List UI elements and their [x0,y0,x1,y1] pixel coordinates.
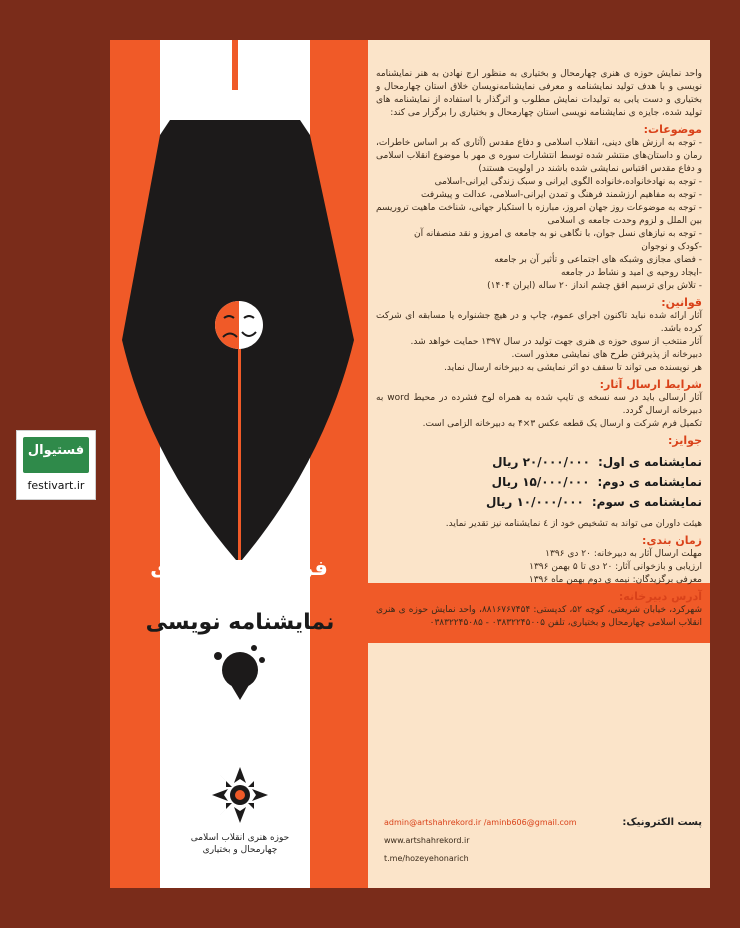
prize-row [376,472,702,492]
rules-heading: قوانین: [661,296,702,309]
prize-amount: ۱۵/۰۰۰/۰۰۰ ریال [491,475,590,489]
logo-caption: حوزه هنری انقلاب اسلامی چهارمحال و بختیاری [190,833,290,855]
topic-item: - فضای مجازی وشبکه های اجتماعی و تأثیر آن بر جامعه [494,255,702,265]
submission-heading: شرایط ارسال آثار: [599,378,702,391]
schedule-item: ارزیابی و بازخوانی آثار: ۲۰ دی تا ۵ بهمن ۱۳۹۶ [529,562,702,572]
poster [110,40,710,888]
nib-slit [238,340,241,560]
prizes-note: هیئت داوران می تواند به تشخیص خود از ٤ نمایشنامه نیز تقدیر نماید. [445,519,702,529]
festivart-site-label: festivart.ir [27,479,85,492]
address-text: شهرکرد، خیابان شریعتی، کوچه ۵۲، کدپستی: ۸۸۱۶۷۶۷۴۵۴، واحد نمایش حوزه ی هنری انقلاب اسلامی چهارمحال و بختیاری، تلفن ۰۳۸۳۲۲۴۵۰۰۵ - ۰۳۸۳۲۲۴۵۰۸۵ [376,605,702,628]
schedule-item: مهلت ارسال آثار به دبیرخانه: ۲۰ دی ۱۳۹۶ [545,549,702,559]
intro-text: واحد نمایش حوزه ی هنری چهارمحال و بختیاری به منظور ارج نهادن به هنر نمایشنامه نویسی و با هدف تولید نمایشنامه و معرفی نمایشنامه‌نویسان خلاق استان چهارمحال و بختیاری و دست یابی به تولیدات نمایش مطلوب و اثرگذار با استفاده از نمایشنامه های تولید شده، جایزه ی نمایشنامه نویسی استان چهارمحال و بختیاری را برگزار می کند: [376,69,702,118]
email-label: پست الکترونیک: [622,817,702,828]
prize-amount: ۱۰/۰۰۰/۰۰۰ ریال [485,495,584,509]
email-link[interactable]: admin@artshahrekord.ir /aminb606@gmail.com [384,818,577,827]
prizes-heading: جوایز: [668,434,702,447]
call-content [376,68,702,630]
prize-label: نمایشنامه ی دوم: [597,475,702,489]
prizes-list [376,452,702,512]
festivart-logo-text: فستیوال [27,443,85,458]
prize-label: نمایشنامه ی سوم: [591,495,702,509]
address-heading: آدرس دبیرخانه: [618,590,702,603]
schedule-heading: زمان بندی: [642,534,702,547]
topic-item: - توجه به نیازهای نسل جوان، با نگاهی نو به جامعه ی امروز و نقد منصفانه آن [413,229,702,239]
topic-item: - توجه به نهادخانواده،خانواده الگوی ایرانی و سبک زندگی ایرانی-اسلامی [434,177,702,187]
rule-item: آثار ارائه شده نباید تاکنون اجرای عموم، چاپ و در هیچ جشنواره یا مسابقه ای شرکت کرده باشد. [376,311,702,334]
prize-amount: ۲۰/۰۰۰/۰۰۰ ریال [492,455,590,469]
topic-item: - تلاش برای ترسیم افق چشم انداز ۲۰ ساله (ایران ۱۴۰۴) [487,281,702,291]
festivart-badge[interactable] [16,430,96,500]
rule-item: دبیرخانه از پذیرفتن طرح های نمایشی معذور است. [511,350,702,360]
topics-heading: موضوعات: [643,123,702,136]
prize-row [376,492,702,512]
topic-item: - توجه به موضوعات روز جهان امروز، مبارزه با استکبار جهانی، شناخت ماهیت تروریسم بین الملل و لزوم وحدت جامعه ی اسلامی [376,203,702,226]
hozeh-honari-logo-icon [200,765,280,830]
poster-art-panel [110,40,368,888]
topic-item: -کودک و نوجوان [641,242,702,252]
topic-item: - توجه به مفاهیم ارزشمند فرهنگ و تمدن ایرانی-اسلامی، عدالت و پیشرفت [421,190,702,200]
rule-item: هر نویسنده می تواند تا سقف دو اثر نمایشی به دبیرخانه ارسال نماید. [444,363,702,373]
poster-text-panel [368,40,710,888]
website-link[interactable]: www.artshahrekord.ir [384,836,470,845]
pen-nib-icon [110,40,368,888]
poster-title-line2: نمایشنامه نویسی [145,610,335,635]
submission-item: آثار ارسالی باید در سه نسخه ی تایپ شده به همراه لوح فشرده در محیط word به دبیرخانه ارسال گردد. [376,393,702,416]
topic-item: - توجه به ارزش های دینی، انقلاب اسلامی و دفاع مقدس (آثاری که بر اساس خاطرات، رمان و داستان‌های منتشر شده توسط انتشارات سوره ی مهر با موضوع انقلاب اسلامی و دفاع مقدس اقتباس نمایشی شده باشند در اولویت هستند) [376,138,702,174]
prize-label: نمایشنامه ی اول: [597,455,702,469]
rule-item: آثار منتخب از سوی حوزه ی هنری جهت تولید در سال ۱۳۹۷ حمایت خواهد شد. [410,337,702,347]
topic-item: -ایجاد روحیه ی امید و نشاط در جامعه [560,268,702,278]
telegram-link[interactable]: t.me/hozeyehonarich [384,854,469,863]
submission-item: تکمیل فرم شرکت و ارسال یک قطعه عکس ۳×۴ به دبیرخانه الزامی است. [422,419,702,429]
prize-row [376,452,702,472]
poster-title-line1: فراخوان جایزه ی [150,556,328,580]
schedule-item: معرفی برگزیدگان: نیمه ی دوم بهمن ماه ۱۳۹۶ [528,575,702,585]
